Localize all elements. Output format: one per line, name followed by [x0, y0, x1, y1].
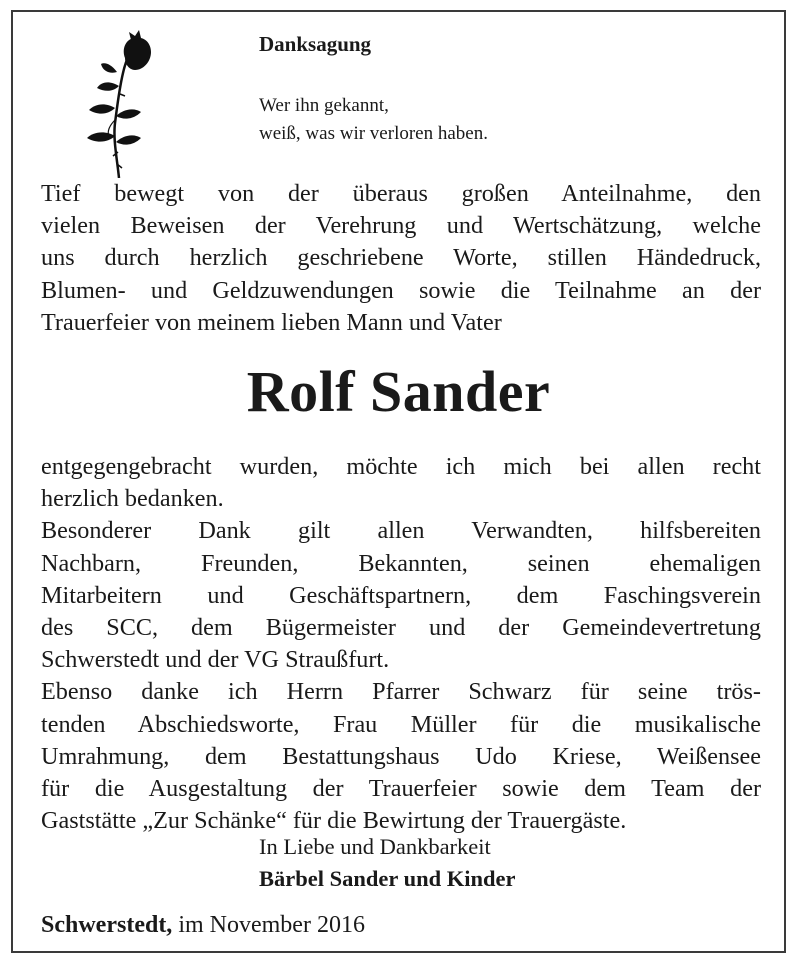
text-line: Trauerfeier von meinem lieben Mann und Vater — [41, 308, 502, 336]
closing-phrase: In Liebe und Dankbarkeit — [259, 834, 491, 859]
text-line: vielen Beweisen der Verehrung und Wertschätzung, welche — [41, 212, 761, 240]
text-line: herzlich bedanken. — [41, 485, 224, 513]
motto-line: Wer ihn gekannt, — [259, 95, 389, 116]
intro-paragraph — [41, 178, 761, 339]
text-line: Umrahmung, dem Bestattungshaus Udo Kriese, Weißensee — [41, 742, 761, 770]
place-town: Schwerstedt, — [41, 912, 173, 938]
place-date — [41, 912, 365, 939]
text-line: uns durch herzlich geschriebene Worte, stillen Händedruck, — [41, 244, 761, 272]
text-line: Ebenso danke ich Herrn Pfarrer Schwarz für seine trös- — [41, 678, 761, 706]
text-line: tenden Abschiedsworte, Frau Müller für die musikalische — [41, 710, 761, 738]
rose-icon — [73, 28, 153, 178]
notice-title: Danksagung — [259, 32, 372, 56]
obituary-notice — [11, 10, 786, 953]
motto-line: weiß, was wir verloren haben. — [259, 123, 488, 144]
text-line: Nachbarn, Freunden, Bekannten, seinen ehemaligen — [41, 549, 761, 577]
text-line: Gaststätte „Zur Schänke“ für die Bewirtung der Trauergäste. — [41, 807, 627, 835]
motto-verse — [259, 92, 488, 148]
thanks-paragraph — [41, 451, 761, 837]
text-line: Besonderer Dank gilt allen Verwandten, hilfsbereiten — [41, 517, 761, 545]
place-date-text: im November 2016 — [178, 912, 365, 938]
text-line: des SCC, dem Bügermeister und der Gemeindevertretung — [41, 614, 761, 642]
text-line: für die Ausgestaltung der Trauerfeier sowie dem Team der — [41, 775, 761, 803]
text-line: Tief bewegt von der überaus großen Anteilnahme, den — [41, 180, 761, 207]
text-line: Schwerstedt und der VG Straußfurt. — [41, 646, 390, 674]
signatories: Bärbel Sander und Kinder — [259, 866, 516, 891]
text-line: Mitarbeitern und Geschäftspartnern, dem Faschingsverein — [41, 581, 761, 609]
deceased-name: Rolf Sander — [246, 359, 551, 424]
text-line: entgegengebracht wurden, möchte ich mich bei allen recht — [41, 453, 761, 480]
text-line: Blumen- und Geldzuwendungen sowie die Teilnahme an der — [41, 276, 761, 304]
